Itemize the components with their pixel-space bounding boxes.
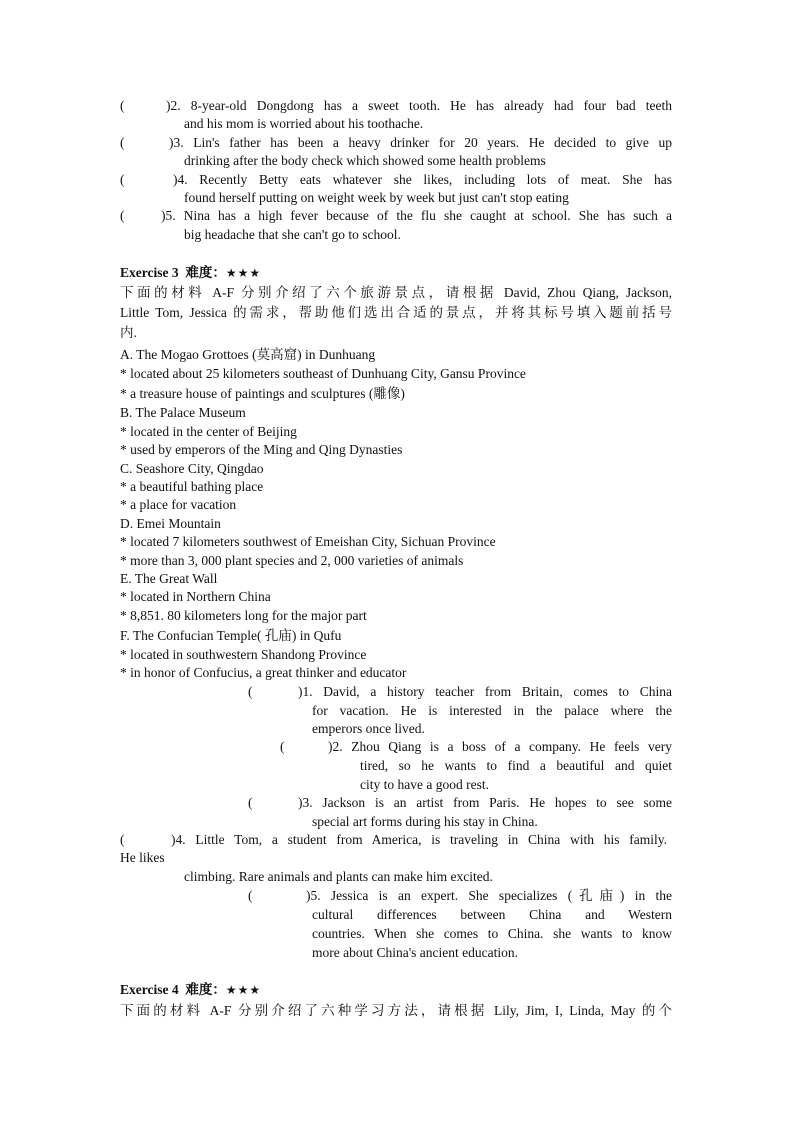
attraction-detail: * 8,851. 80 kilometers long for the major part <box>120 608 367 623</box>
attraction-title: D. Emei Mountain <box>120 516 221 531</box>
answer-bracket: ( <box>120 172 125 187</box>
question-text: more about China's ancient education. <box>312 945 518 960</box>
exercise-heading: Exercise 3 难度：★★★ <box>120 265 262 280</box>
answer-bracket: ( <box>248 795 253 810</box>
question-text: emperors once lived. <box>312 721 425 736</box>
attraction-title: A. The Mogao Grottoes (莫高窟) in Dunhuang <box>120 347 376 362</box>
difficulty-stars-icon: ★★★ <box>225 266 262 280</box>
exercise-heading: Exercise 4 难度：★★★ <box>120 982 262 997</box>
question-text: cultural differences between China and Western <box>312 907 672 922</box>
attraction-detail: * more than 3, 000 plant species and 2, 000 varieties of animals <box>120 553 464 568</box>
instruction-text: 内. <box>120 325 137 340</box>
answer-bracket: ( <box>120 208 125 223</box>
question-text: countries. When she comes to China. she wants to know <box>312 926 672 941</box>
answer-bracket: ( <box>120 98 125 113</box>
instruction-text: 下面的材料 A-F 分别介绍了六种学习方法，请根据 Lily, Jim, I, Linda, May 的个 <box>120 1003 672 1018</box>
question-text: big headache that she can't go to school. <box>184 227 401 242</box>
answer-bracket: ( <box>248 888 253 903</box>
attraction-detail: * in honor of Confucius, a great thinker and educator <box>120 665 407 680</box>
attraction-title: B. The Palace Museum <box>120 405 246 420</box>
attraction-detail: * a beautiful bathing place <box>120 479 264 494</box>
attraction-detail: * used by emperors of the Ming and Qing Dynasties <box>120 442 403 457</box>
attraction-detail: * located about 25 kilometers southeast of Dunhuang City, Gansu Province <box>120 366 526 381</box>
attraction-title: F. The Confucian Temple( 孔庙) in Qufu <box>120 628 342 643</box>
question-text: )5. Jessica is an expert. She specializes (孔庙) in the <box>306 888 672 903</box>
question-text: climbing. Rare animals and plants can make him excited. <box>184 869 493 884</box>
question-text: )3. Jackson is an artist from Paris. He hopes to see some <box>298 795 672 810</box>
attraction-title: E. The Great Wall <box>120 571 218 586</box>
answer-bracket: ( <box>120 135 125 150</box>
question-text: )4. Little Tom, a student from America, is traveling in China with his family. <box>171 832 667 847</box>
attraction-detail: * located in Northern China <box>120 589 271 604</box>
question-text: )2. 8-year-old Dongdong has a sweet tooth. He has already had four bad teeth <box>166 98 672 113</box>
question-text: tired, so he wants to find a beautiful and quiet <box>360 758 672 773</box>
attraction-detail: * located in the center of Beijing <box>120 424 297 439</box>
instruction-text: Little Tom, Jessica 的需求，帮助他们选出合适的景点，并将其标号填入题前括号 <box>120 305 672 320</box>
question-text: drinking after the body check which showed some health problems <box>184 153 546 168</box>
attraction-detail: * located 7 kilometers southwest of Emeishan City, Sichuan Province <box>120 534 496 549</box>
attraction-title: C. Seashore City, Qingdao <box>120 461 264 476</box>
question-text: and his mom is worried about his toothache. <box>184 116 424 131</box>
question-text: )1. David, a history teacher from Britain, comes to China <box>298 684 672 699</box>
question-text: )3. Lin's father has been a heavy drinker for 20 years. He decided to give up <box>169 135 672 150</box>
answer-bracket: ( <box>280 739 285 754</box>
attraction-detail: * a treasure house of paintings and sculptures (雕像) <box>120 386 405 401</box>
question-text: for vacation. He is interested in the palace where the <box>312 703 672 718</box>
attraction-detail: * located in southwestern Shandong Province <box>120 647 367 662</box>
question-text: He likes <box>120 850 165 865</box>
attraction-detail: * a place for vacation <box>120 497 237 512</box>
question-text: city to have a good rest. <box>360 777 489 792</box>
question-text: )4. Recently Betty eats whatever she likes, including lots of meat. She has <box>173 172 672 187</box>
instruction-text: 下面的材料 A-F 分别介绍了六个旅游景点，请根据 David, Zhou Qiang, Jackson, <box>120 285 672 300</box>
question-text: )2. Zhou Qiang is a boss of a company. He feels very <box>328 739 672 754</box>
answer-bracket: ( <box>248 684 253 699</box>
answer-bracket: ( <box>120 832 125 847</box>
difficulty-stars-icon: ★★★ <box>225 983 262 997</box>
question-text: )5. Nina has a high fever because of the flu she caught at school. She has such a <box>161 208 672 223</box>
question-text: special art forms during his stay in China. <box>312 814 538 829</box>
question-text: found herself putting on weight week by week but just can't stop eating <box>184 190 569 205</box>
